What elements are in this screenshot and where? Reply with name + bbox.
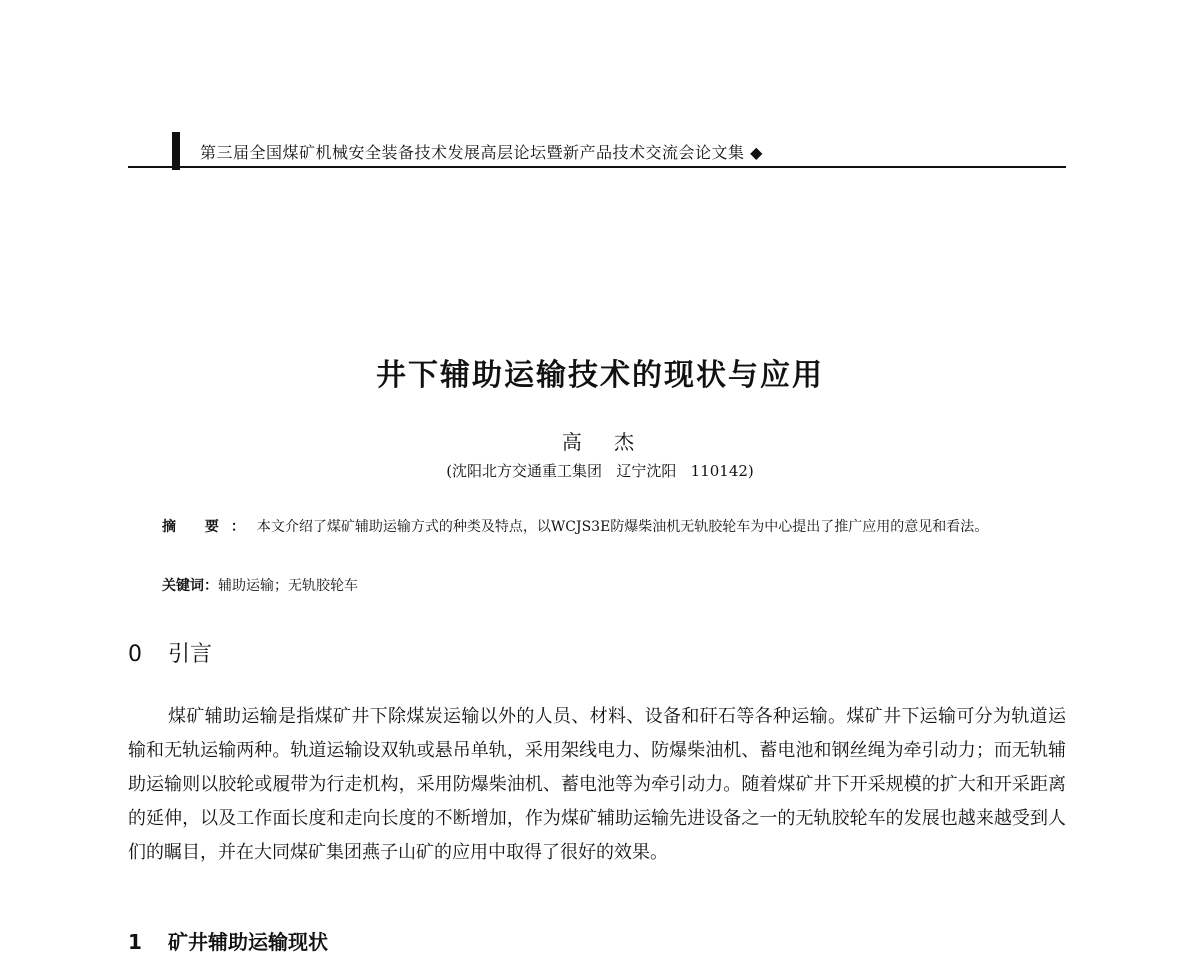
section-number: 1 [128, 930, 142, 954]
header-rule [128, 166, 1066, 168]
section-title: 矿井辅助运输现状 [168, 930, 328, 954]
keywords-label: 关键词： [162, 578, 218, 594]
section-heading-0 [128, 637, 212, 668]
intro-paragraph: 煤矿辅助运输是指煤矿井下除煤炭运输以外的人员、材料、设备和矸石等各种运输。煤矿井下运输可分为轨道运输和无轨运输两种。轨道运输设双轨或悬吊单轨，采用架线电力、防爆柴油机、蓄电池和钢丝绳为牵引动力；而无轨辅助运输则以胶轮或履带为行走机构，采用防爆柴油机、蓄电池等为牵引动力。随着煤矿井下开采规模的扩大和开采距离的延伸，以及工作面长度和走向长度的不断增加，作为煤矿辅助运输先进设备之一的无轨胶轮车的发展也越来越受到人们的瞩目，并在大同煤矿集团燕子山矿的应用中取得了很好的效果。 [128, 706, 1066, 863]
affiliation: (沈阳北方交通重工集团 辽宁沈阳 110142) [446, 462, 754, 480]
paper-title: 井下辅助运输技术的现状与应用 [376, 358, 824, 393]
abstract [128, 512, 1068, 542]
section-heading-1 [128, 926, 328, 955]
section-number: 0 [128, 642, 142, 667]
abstract-text: 本文介绍了煤矿辅助运输方式的种类及特点，以WCJS3E防爆柴油机无轨胶轮车为中心提出了推广应用的意见和看法。 [256, 519, 989, 535]
keywords-text: 辅助运输；无轨胶轮车 [218, 578, 358, 594]
keywords [162, 574, 358, 598]
author-name: 高 杰 [561, 430, 639, 454]
header-bar [172, 132, 180, 170]
section-title: 引言 [168, 642, 213, 667]
abstract-label: 摘 要： [162, 519, 257, 535]
running-head: 第三届全国煤矿机械安全装备技术发展高层论坛暨新产品技术交流会论文集 ◆ [200, 143, 763, 162]
